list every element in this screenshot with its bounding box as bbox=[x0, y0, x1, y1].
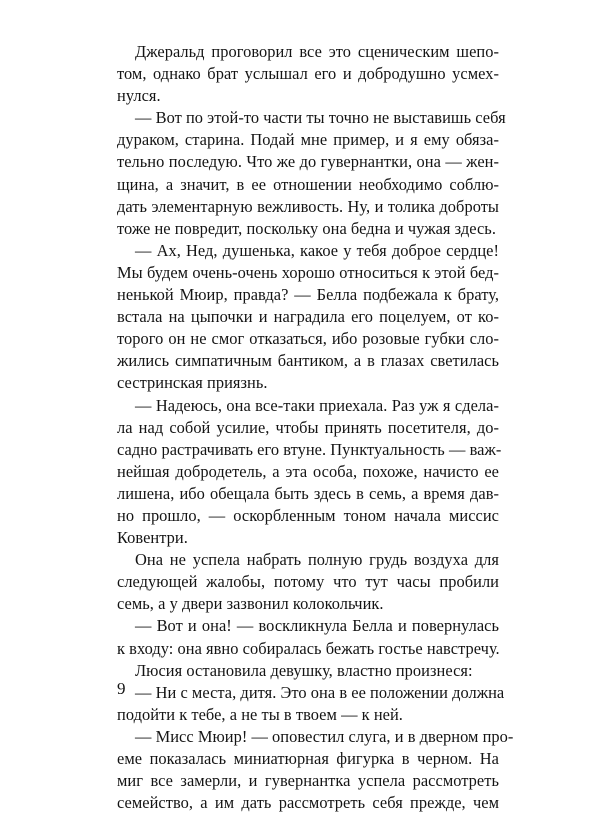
text-line: семь, а у двери зазвонил колокольчик. bbox=[117, 594, 384, 614]
text-line: дураком, старина. Подай мне пример, и я ему обяза- bbox=[117, 130, 499, 150]
text-line: тоже не повредит, поскольку она бедна и чужая здесь. bbox=[117, 218, 496, 238]
text-line: к входу: она явно собиралась бежать гостье навстречу. bbox=[117, 638, 500, 658]
text-line: — Вот по этой-то части ты точно не выставишь себя bbox=[135, 108, 506, 128]
text-line: нулся. bbox=[117, 86, 161, 106]
text-line: тельно последую. Что же до гувернантки, она — жен- bbox=[117, 152, 499, 172]
text-line: встала на цыпочки и наградила его поцелуем, от ко- bbox=[117, 307, 499, 327]
text-line: семейство, а им дать рассмотреть себя прежде, чем bbox=[117, 793, 499, 813]
text-line: миг все замерли, и гувернантка успела рассмотреть bbox=[117, 771, 499, 791]
text-line: Ковентри. bbox=[117, 528, 188, 548]
text-line: садно растрачивать его втуне. Пунктуальность — важ- bbox=[117, 439, 502, 459]
page-body-text bbox=[117, 41, 514, 814]
text-line: лишена, ибо обещала быть здесь в семь, а время дав- bbox=[117, 483, 499, 503]
text-line: сестринская приязнь. bbox=[117, 373, 268, 393]
text-line: щина, а значит, в ее отношении необходимо соблю- bbox=[117, 174, 499, 194]
text-line: том, однако брат услышал его и добродушно усмех- bbox=[117, 64, 499, 84]
text-line: ненькой Мюир, правда? — Белла подбежала к брату, bbox=[117, 285, 499, 305]
text-line: дать элементарную вежливость. Ну, и толика доброты bbox=[117, 196, 499, 216]
text-line: жились симпатичным бантиком, а в глазах светилась bbox=[117, 351, 499, 371]
text-line: Люсия остановила девушку, властно произнеся: bbox=[135, 660, 473, 680]
text-line: еме показалась миниатюрная фигурка в черном. На bbox=[117, 749, 499, 768]
text-line: — Ни с места, дитя. Это она в ее положении должна bbox=[135, 682, 505, 702]
text-line: Джеральд проговорил все это сценическим шепо- bbox=[135, 42, 499, 61]
text-line: нейшая добродетель, а эта особа, похоже, начисто ее bbox=[117, 461, 499, 481]
text-line: — Надеюсь, она все-таки приехала. Раз уж я сдела- bbox=[135, 395, 499, 415]
page-number: 9 bbox=[117, 679, 126, 698]
text-line: торого он не смог отказаться, ибо розовые губки сло- bbox=[117, 329, 499, 349]
text-line: — Вот и она! — воскликнула Белла и повернулась bbox=[135, 616, 499, 636]
text-line: — Мисс Мюир! — оповестил слуга, и в дверном про- bbox=[135, 726, 514, 746]
text-line: но прошло, — оскорбленным тоном начала миссис bbox=[117, 505, 499, 525]
text-line: Мы будем очень-очень хорошо относиться к этой бед- bbox=[117, 262, 499, 282]
text-line: ла над собой усилие, чтобы принять посетителя, до- bbox=[117, 417, 499, 437]
text-line: следующей жалобы, потому что тут часы пробили bbox=[117, 572, 499, 592]
text-line: — Ах, Нед, душенька, какое у тебя доброе сердце! bbox=[135, 240, 499, 260]
text-line: Она не успела набрать полную грудь воздуха для bbox=[135, 550, 499, 570]
text-line: подойти к тебе, а не ты в твоем — к ней. bbox=[117, 704, 403, 724]
